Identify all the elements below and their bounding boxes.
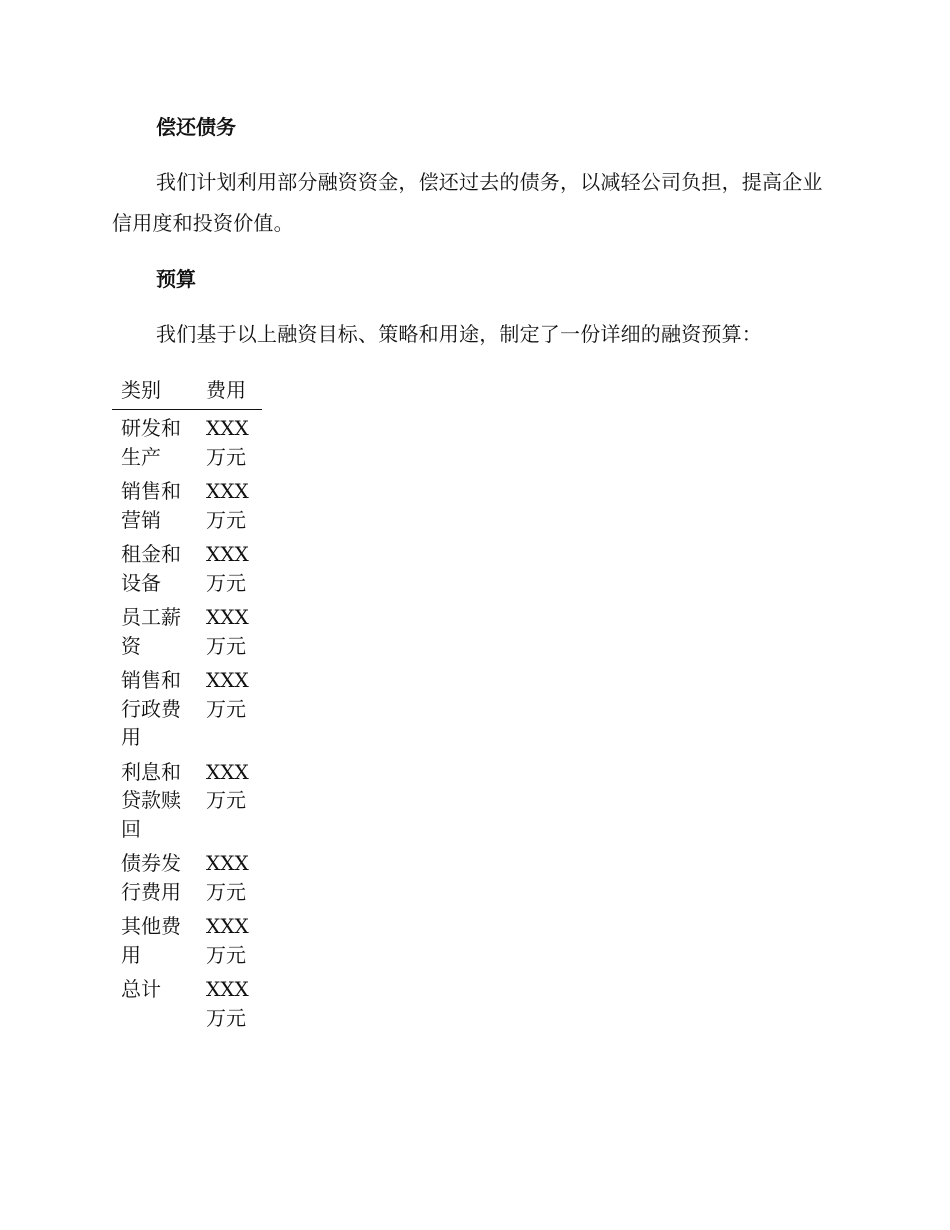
cost-cell: XXX 万元 — [206, 914, 249, 967]
category-cell: 员工薪资 — [121, 605, 181, 658]
category-cell: 销售和营销 — [121, 479, 181, 532]
category-cell: 利息和贷款赎回 — [121, 759, 181, 841]
category-cell: 研发和生产 — [121, 416, 181, 469]
table-row — [112, 536, 262, 599]
cost-cell: XXX 万元 — [206, 759, 249, 812]
category-cell: 租金和设备 — [121, 542, 181, 595]
table-row — [112, 662, 262, 754]
section-heading-repay-debt: 偿还债务 — [156, 115, 236, 139]
column-header-cost: 费用 — [197, 374, 262, 410]
table-row — [112, 845, 262, 908]
cost-cell: XXX 万元 — [206, 479, 249, 532]
budget-table — [112, 374, 262, 1034]
cost-cell: XXX 万元 — [206, 416, 249, 469]
paragraph-budget-intro: 我们基于以上融资目标、策略和用途，制定了一份详细的融资预算： — [156, 322, 762, 346]
category-cell: 销售和行政费用 — [121, 668, 181, 749]
paragraph-repay-debt: 我们计划利用部分融资资金，偿还过去的债务，以减轻公司负担，提高企业信用度和投资价值。 — [112, 170, 823, 235]
section-heading-budget: 预算 — [156, 267, 196, 291]
table-row-total — [112, 971, 262, 1034]
table-row — [112, 410, 262, 474]
cost-cell: XXX 万元 — [206, 542, 249, 595]
category-cell: 债券发行费用 — [121, 851, 181, 904]
table-row — [112, 908, 262, 971]
cost-cell: XXX 万元 — [206, 605, 249, 658]
cost-cell: XXX 万元 — [206, 851, 249, 904]
category-cell-total: 总计 — [121, 977, 161, 1001]
column-header-category: 类别 — [112, 374, 197, 410]
cost-cell-total: XXX 万元 — [206, 977, 249, 1030]
table-row — [112, 473, 262, 536]
category-cell: 其他费用 — [121, 914, 181, 967]
cost-cell: XXX 万元 — [206, 668, 249, 721]
table-row — [112, 754, 262, 846]
table-header-row — [112, 374, 262, 410]
table-row — [112, 599, 262, 662]
